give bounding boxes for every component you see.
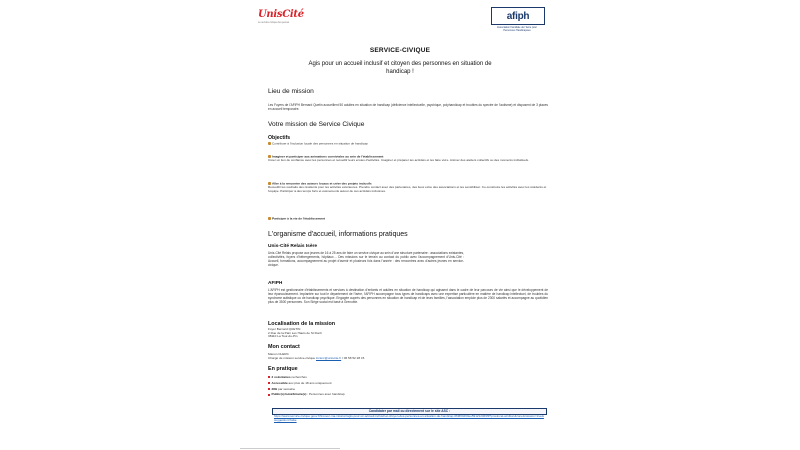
pratique-heading: En pratique bbox=[268, 366, 298, 372]
localisation-heading: Localisation de la mission bbox=[268, 321, 336, 327]
list-item: Accessible aux plus de 18 ans uniquement bbox=[268, 381, 548, 387]
objective-item: Participer à la vie de l'établissement bbox=[268, 217, 548, 221]
list-item: 28H par semaine bbox=[268, 387, 548, 393]
bullet-icon bbox=[268, 394, 270, 396]
pratique-list bbox=[268, 375, 548, 398]
divider bbox=[240, 448, 340, 449]
bullet-icon bbox=[268, 388, 270, 390]
afiph-heading: AFIPH bbox=[268, 281, 283, 286]
apply-banner: Candidater par mail ou directement sur le site ASC : bbox=[272, 408, 547, 415]
list-item: Public(s) bénéficiaire(s) : Personnes avec handicap bbox=[268, 392, 548, 398]
address: Foyer Bernard QUETIN 2 Rue de la Pain Les Hauts de St Roch 38110 La Tour-du-Pin bbox=[268, 327, 322, 339]
page-subtitle: Agis pour un accueil inclusif et citoyen des personnes en situation de handicap ! bbox=[308, 61, 492, 75]
apply-link[interactable]: https://www.service-civique.gouv.fr/trouver-ma-mission/agis-pour-un-accueil-inclusif-et-citoyen-des-personnes-en-situation-de-handicap-669f04263ee591212469f9?provinceLat=&lon&zone&mission=true&suggestion=false bbox=[274, 414, 544, 422]
bullet-icon bbox=[268, 376, 270, 378]
list-item: 2 volontaires recherchés bbox=[268, 375, 548, 381]
contact-heading: Mon contact bbox=[268, 344, 300, 350]
contact-email-link[interactable]: lcclerc@uniscite.fr bbox=[316, 355, 342, 360]
unis-text: Unis-Cité Relais propose aux jeunes de 16 à 25 ans de faire un service civique au sein d'une structure partenaire : associations existantes, collectivités, foyers d'hébergements, hôpitaux… Des missions sur le terrain au contact du public avec l'accompagnement d'Unis-Cité : Accueil, formations, accompagnement au projet d'avenir et plusieurs fois dans l'année : des rencontres avec d'autres jeunes en service-civique. bbox=[268, 251, 464, 268]
lieu-heading: Lieu de mission bbox=[268, 88, 314, 95]
heart-icon bbox=[268, 142, 271, 145]
afiph-logo: afiph Association Familiale de l'Isère pour Personnes Handicapées bbox=[491, 7, 543, 25]
objectifs-heading: Objectifs bbox=[268, 135, 291, 141]
page-title: SERVICE-CIVIQUE bbox=[369, 47, 431, 54]
objective-item: Contribuer à l'inclusion locale des personnes en situation de handicap bbox=[268, 142, 548, 146]
mission-heading: Votre mission de Service Civique bbox=[268, 121, 365, 128]
contact-info: Manon CLERC Chargé de mission service-civique lcclerc@uniscite.fr / 06 58 52 28 15 bbox=[268, 352, 365, 360]
afiph-text: L'AFIPH est gestionnaire d'établissements et services à destination d'enfants et adultes en situation de handicap qui agissent dans le cadre de leur parcours de vie ainsi que le développement de leur épanouissement. Implantée sur tout le département de l'Isère, l'AFIPH accompagne tous types de handicaps avec une expertise particulière en matière de handicap intellectuel, de troubles du syndrome autistique ou de handicap psychique. Engagée auprès des personnes en situation de handicap et de leurs familles, l'association emploie plus de 2300 salariés et accompagne au quotidien plus de 3500 personnes. Son Siège social est basé à Grenoble. bbox=[268, 288, 548, 305]
objective-item: Aller à la rencontre des acteurs locaux et créer des projets inclusifs Recueillir les souhaits des résidents pour les activités extérieures. Prendre contact avec des partenaires, des lieux et/ou des associations et les sensibiliser. Co-construire les activités avec les résidents et l'équipe. Participer à des temps forts et événements autour de ces activités inclusives. bbox=[268, 181, 547, 193]
bullet-icon bbox=[268, 382, 270, 384]
uniscite-logo: UnisCité Le service civique des jeunes bbox=[258, 9, 304, 24]
home-icon bbox=[268, 217, 271, 220]
organisme-heading: L'organisme d'accueil, informations pratiques bbox=[268, 231, 408, 238]
unis-heading: Unis-Cité Relais Isère bbox=[268, 244, 318, 249]
lieu-text: Les Foyers de l'AFIPH Bernard Quetin accueillent 50 adultes en situation de handicap (déficience intellectuelle, psychique, polyhandicap et troubles du spectre de l'autisme) et disposent de 3 places en accueil temporaire. bbox=[268, 103, 548, 112]
objective-item: Imaginer et participer aux animations conviviales au sein de l'établissement Créer un lien de confiance avec les personnes et recueillir leurs envies d'activités. Imaginer et préparer les activités et les faire vivre. Animer des ateliers collectifs ou des moments individuels. bbox=[268, 154, 529, 163]
